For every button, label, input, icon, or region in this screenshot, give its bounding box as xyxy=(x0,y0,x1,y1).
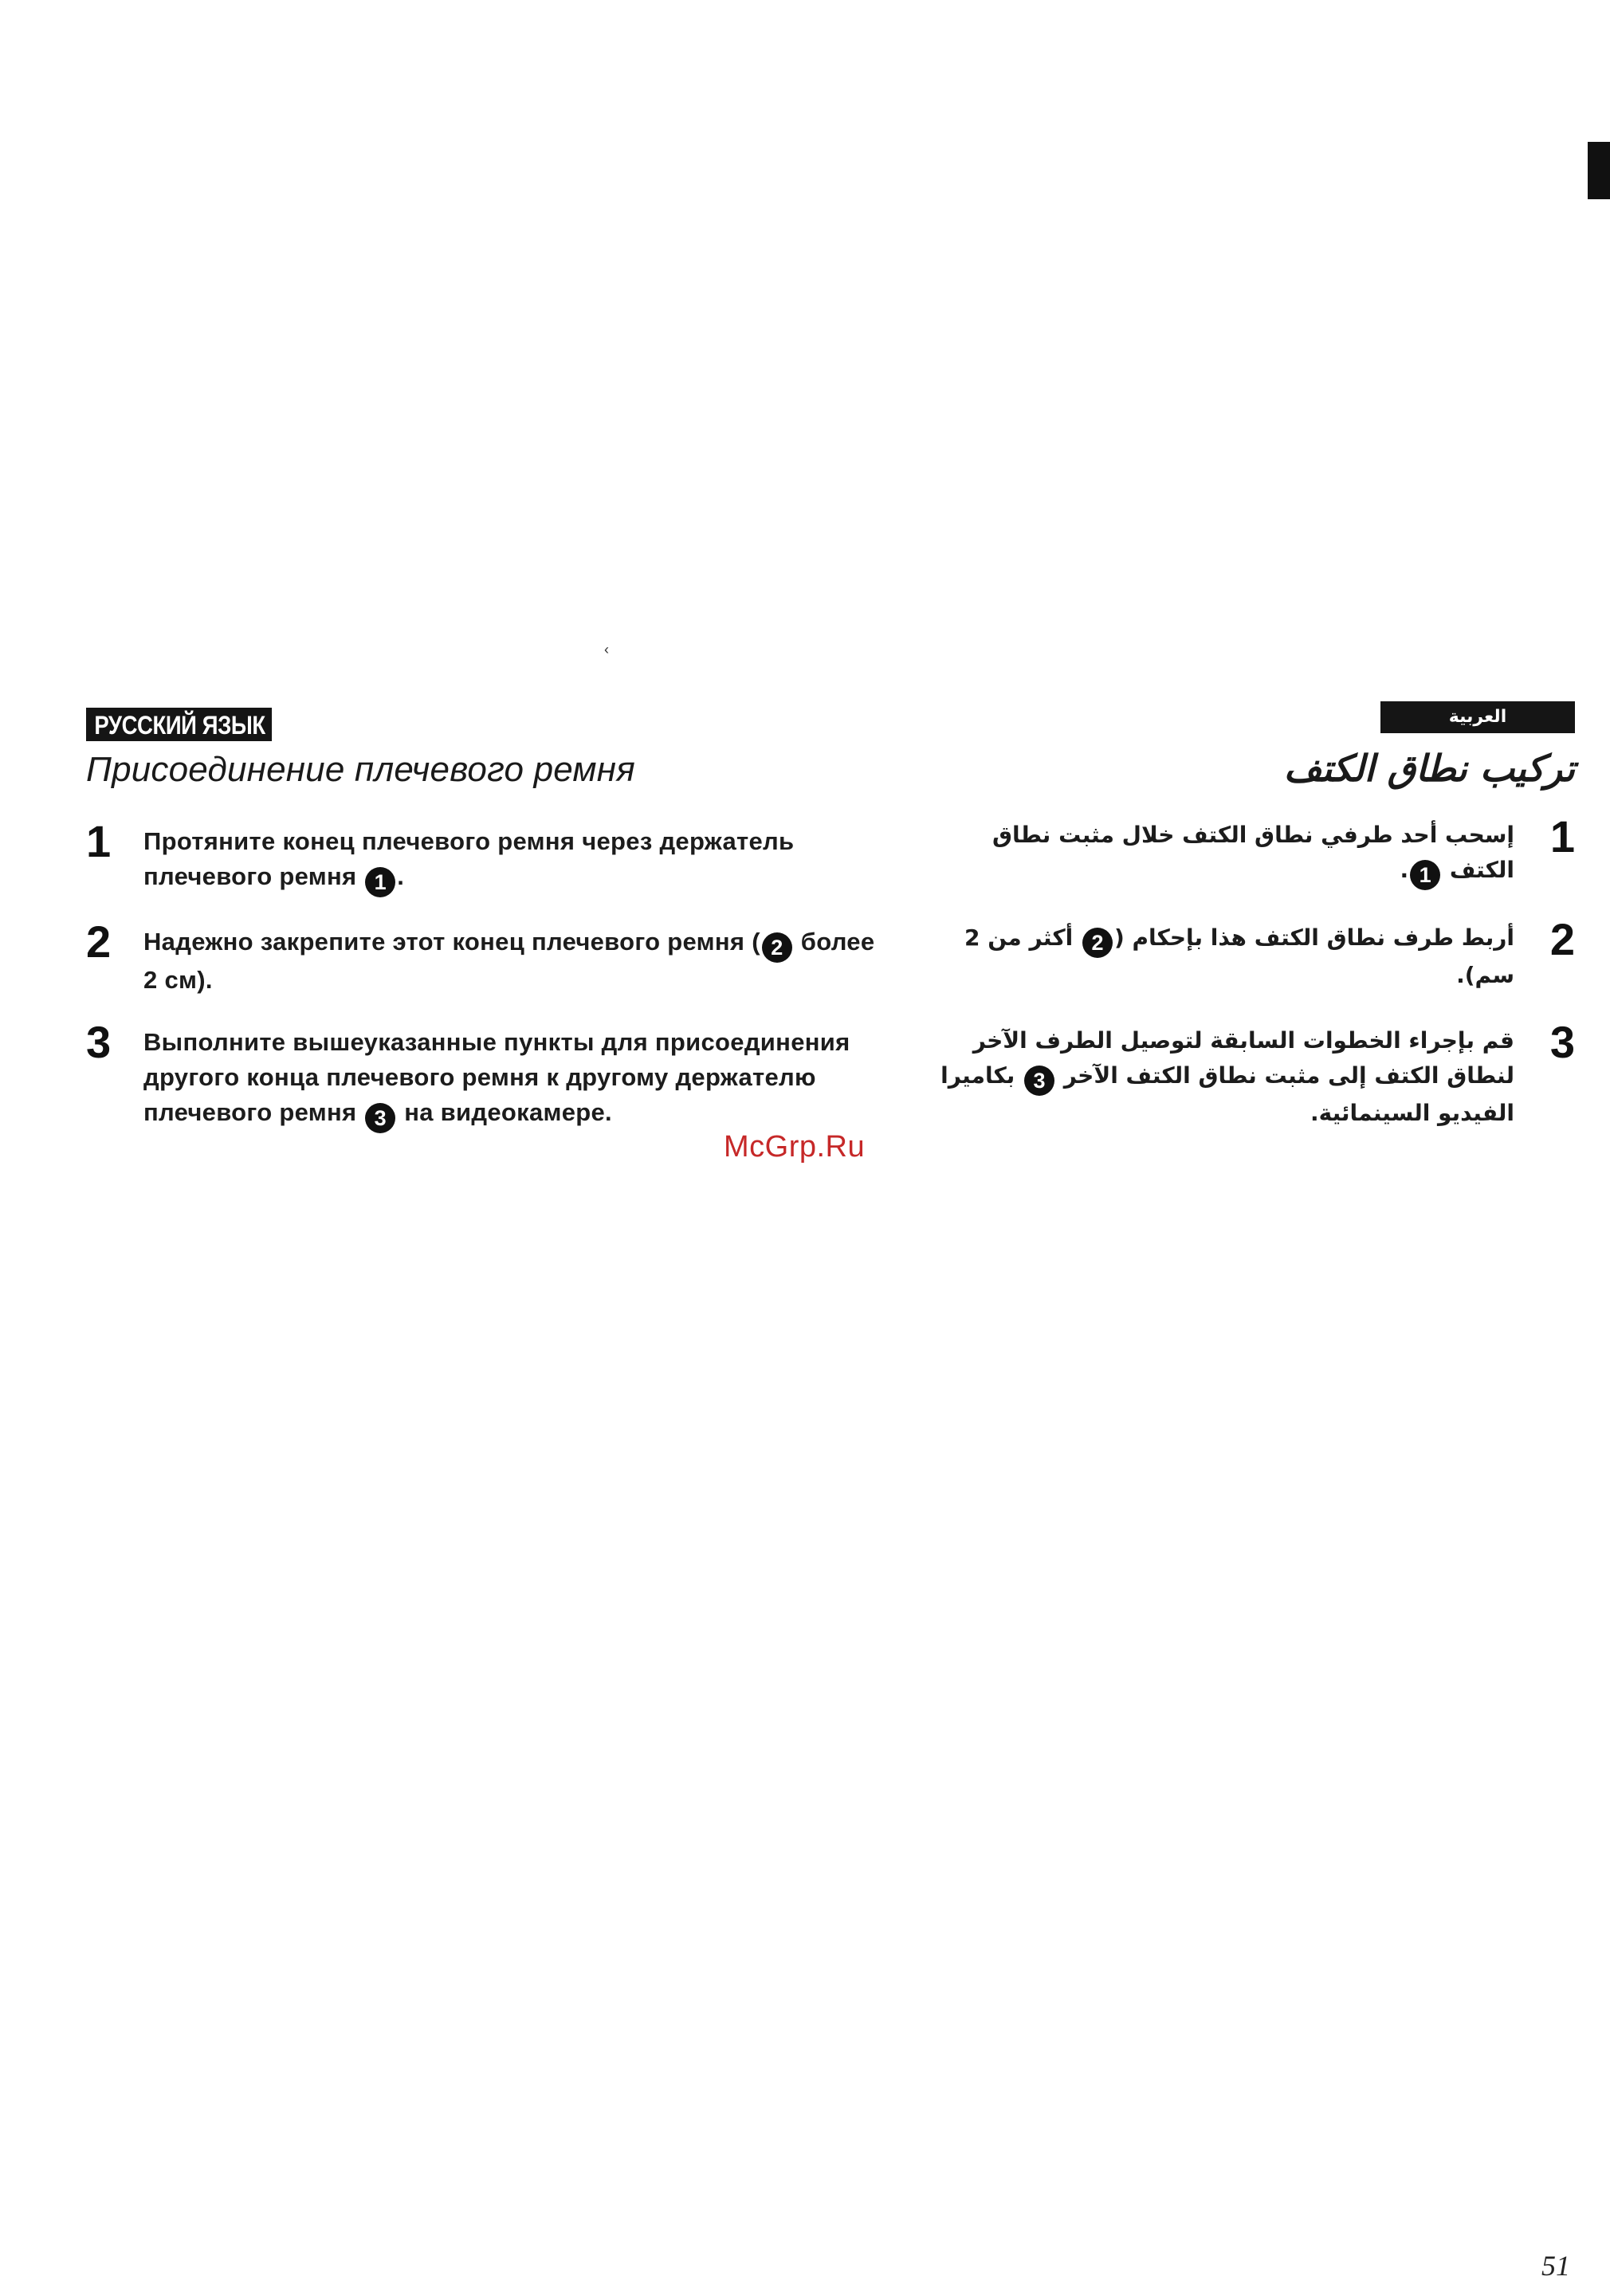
step-number: 2 xyxy=(86,916,112,967)
edge-thumb-tab xyxy=(1588,142,1610,199)
arabic-language-badge: العربية xyxy=(1380,701,1575,733)
russian-step-2 xyxy=(86,916,891,998)
arabic-step-1 xyxy=(940,811,1575,890)
step-text: Надежно закрепите этот конец плечевого ремня ( 2 более 2 см). xyxy=(143,928,875,994)
arabic-step-3 xyxy=(940,1017,1575,1131)
step-number: 1 xyxy=(86,816,112,866)
step-text: Протяните конец плечевого ремня через держатель плечевого ремня 1 . xyxy=(143,824,891,897)
russian-title: Присоединение плечевого ремня xyxy=(86,750,635,789)
circled-number-icon: 3 xyxy=(365,1103,395,1133)
circled-number-icon: 2 xyxy=(762,932,792,963)
step-text: إسحب أحد طرفي نطاق الكتف خلال مثبت نطاق الكتف 1. xyxy=(940,818,1514,890)
circled-number-icon: 1 xyxy=(1410,860,1440,890)
circled-number-icon: 3 xyxy=(1024,1066,1054,1096)
arabic-steps xyxy=(940,811,1575,1131)
russian-steps xyxy=(86,816,891,1133)
russian-section xyxy=(86,708,891,1160)
circled-number-icon: 1 xyxy=(365,867,395,897)
stray-print-mark: ‹ xyxy=(604,642,609,657)
step-text: Выполните вышеуказанные пункты для присоединения другого конца плечевого ремня к другому держателю плечевого ремня 3 на видеокамере. xyxy=(143,1025,891,1133)
page-number: 51 xyxy=(1541,2250,1570,2282)
step-text: قم بإجراء الخطوات السابقة لتوصيل الطرف الآخر لنطاق الكتف إلى مثبت نطاق الكتف الآخر 3 بكاميرا الفيديو السينمائية. xyxy=(940,1027,1514,1126)
step-number: 1 xyxy=(1549,811,1575,861)
russian-step-3 xyxy=(86,1017,891,1133)
step-number: 3 xyxy=(1549,1017,1575,1067)
step-number: 2 xyxy=(1549,914,1575,964)
circled-number-icon: 2 xyxy=(1082,928,1113,958)
arabic-step-2 xyxy=(940,914,1575,993)
step-text: أربط طرف نطاق الكتف هذا بإحكام (2 أكثر من 2 سم). xyxy=(964,924,1514,988)
russian-step-1 xyxy=(86,816,891,897)
arabic-section xyxy=(940,701,1575,1161)
site-watermark: McGrp.Ru xyxy=(724,1130,866,1164)
russian-language-badge: РУССКИЙ ЯЗЫК xyxy=(86,708,272,741)
step-number: 3 xyxy=(86,1017,112,1067)
arabic-title: تركيب نطاق الكتف xyxy=(1283,747,1575,790)
